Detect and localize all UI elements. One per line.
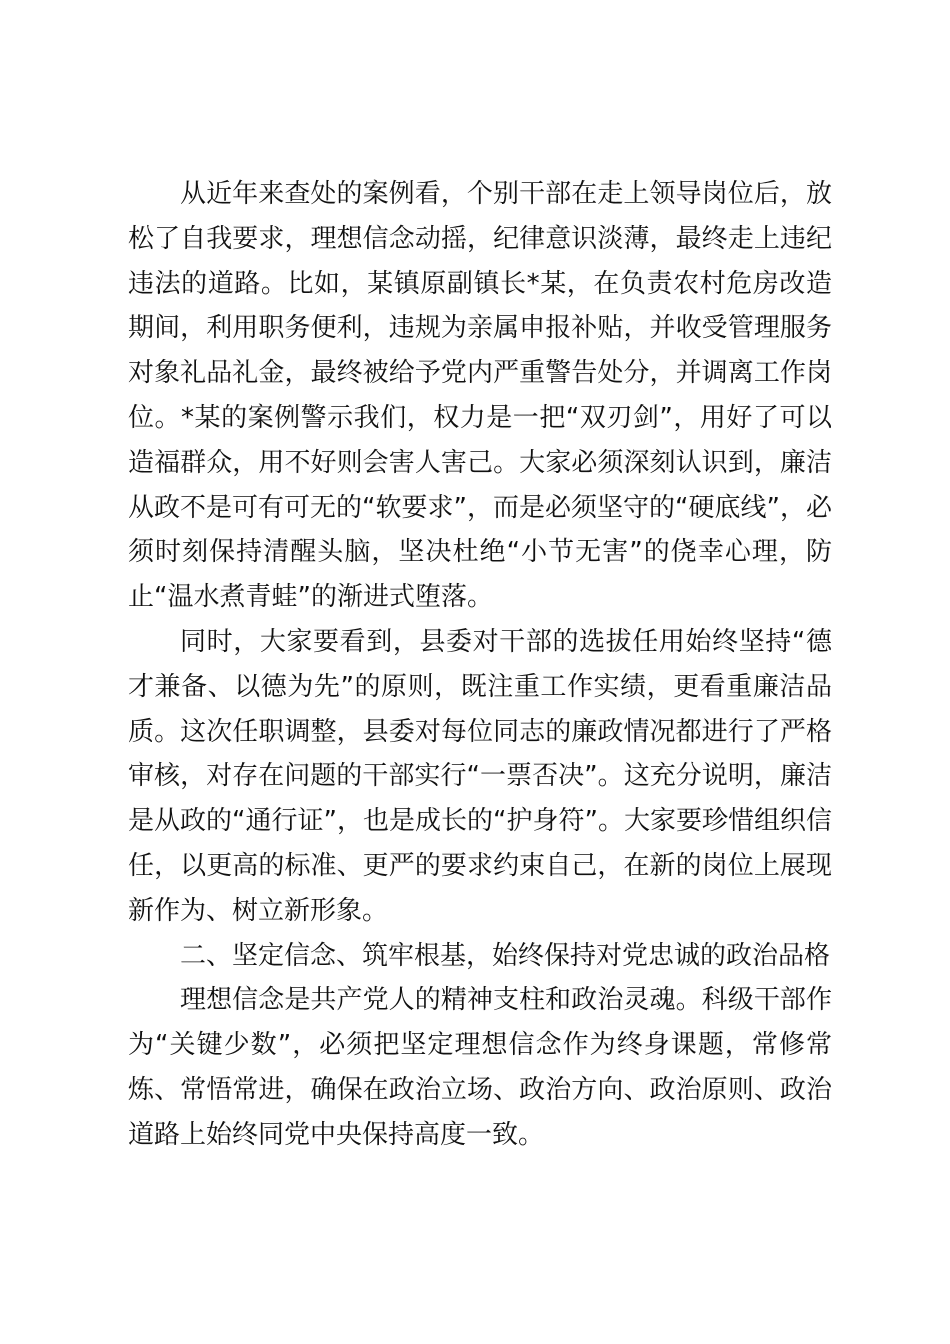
paragraph-ideals-belief: 理想信念是共产党人的精神支柱和政治灵魂。科级干部作为“关键少数”，必须把坚定理想信念作为终身课题，常修常炼、常悟常进，确保在政治立场、政治方向、政治原则、政治道路上始终同党中央保持高度一致。 [128, 985, 832, 1150]
section-heading: 二、坚定信念、筑牢根基，始终保持对党忠诚的政治品格 [180, 940, 831, 971]
paragraph-case-warning: 从近年来查处的案例看，个别干部在走上领导岗位后，放松了自我要求，理想信念动摇，纪律意识淡薄，最终走上违纪违法的道路。比如，某镇原副镇长*某，在负责农村危房改造期间，利用职务便利，违规为亲属申报补贴，并收受管理服务对象礼品礼金，最终被给予党内严重警告处分，并调离工作岗位。*某的案例警示我们，权力是一把“双刃剑”，用好了可以造福群众，用不好则会害人害己。大家必须深刻认识到，廉洁从政不是可有可无的“软要求”，而是必须坚守的“硬底线”，必须时刻保持清醒头脑，坚决杜绝“小节无害”的侥幸心理，防止“温水煮青蛙”的渐进式堕落。 [128, 179, 832, 613]
paragraph-selection-principle: 同时，大家要看到，县委对干部的选拔任用始终坚持“德才兼备、以德为先”的原则，既注重工作实绩，更看重廉洁品质。这次任职调整，县委对每位同志的廉政情况都进行了严格审核，对存在问题的干部实行“一票否决”。这充分说明，廉洁是从政的“通行证”，也是成长的“护身符”。大家要珍惜组织信任，以更高的标准、更严的要求约束自己，在新的岗位上展现新作为、树立新形象。 [128, 626, 832, 926]
document-body [128, 172, 832, 1158]
